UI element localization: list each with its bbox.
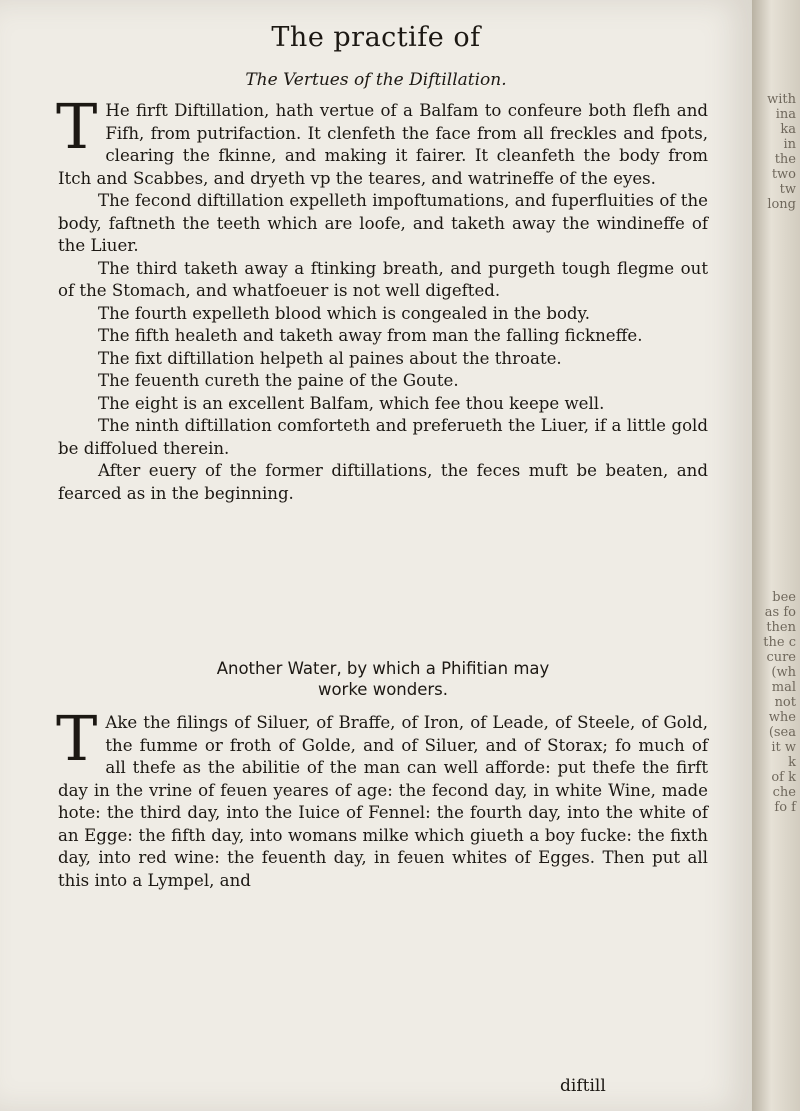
fragment: che	[772, 785, 796, 800]
fragment: fo f	[774, 800, 796, 815]
facing-page-fragments-mid	[762, 590, 796, 815]
catchword: diftill	[560, 1076, 606, 1096]
facing-page-edge	[752, 0, 800, 1111]
paragraph-sixth: The fixt diftillation helpeth al paines about the throate.	[98, 348, 562, 368]
paragraph-fourth: The fourth expelleth blood which is congealed in the body.	[98, 303, 591, 323]
fragment: the c	[763, 635, 796, 650]
first-paragraph	[56, 90, 708, 190]
fragment: mal	[771, 680, 796, 695]
paragraph-ninth: The ninth diftillation comforteth and preferueth the Liuer, if a little gold be diffolued therein.	[58, 416, 708, 458]
fragment: long	[767, 197, 796, 212]
fragment: then	[766, 620, 796, 635]
fragment: of k	[771, 770, 796, 785]
virtues-section	[56, 90, 708, 505]
fragment: in the	[774, 137, 796, 167]
fragment: it w	[771, 740, 796, 755]
fragment: k	[788, 755, 796, 770]
recipe-text: Ake the filings of Siluer, of Braffe, of Iron, of Leade, of Steele, of Gold, the fumme or froth of Golde, and of Siluer, and of Storax; fo much of all thefe as the abilitie of the man can well afforde: put thefe the firft day in the vrine of feuen yeares of age: the fecond day, in white Wine, made hote: the third day, into the Iuice of Fennel: the fourth day, into the white of an Egge: the fifth day, into womans milke which giueth a boy fucke: the fixth day, into red wine: the feuenth day, in feuen whites of Egges. Then put all this into a Lympel, and	[58, 713, 708, 890]
facing-page-fragments-top	[762, 92, 796, 212]
fragment: (sea	[768, 725, 796, 740]
recipe-section	[56, 702, 708, 892]
heading-line-2: worke wonders.	[317, 680, 449, 699]
section-title: The Vertues of the Diftillation.	[245, 70, 507, 90]
fragment: ina ka	[775, 107, 796, 137]
fragment: two tw	[771, 167, 796, 197]
first-paragraph-text: He firft Diftillation, hath vertue of a Balfam to confeure both flefh and Fifh, from putrifaction. It clenfeth the face from all freckles and fpots, clearing the fkinne, and making it fairer. It cleanfeth the body from Itch and Scabbes, and dryeth vp the teares, and watrineffe of the eyes.	[58, 101, 708, 188]
drop-cap: T	[56, 90, 98, 163]
fragment: whe	[768, 710, 796, 725]
paragraph-seventh: The feuenth cureth the paine of the Goute.	[98, 371, 459, 390]
paragraph-second: The fecond diftillation expelleth impoftumations, and fuperfluities of the body, faftneth the teeth which are loofe, and taketh away the windineffe of the Liuer.	[58, 191, 708, 255]
paragraph-fifth: The fifth healeth and taketh away from man the falling fickneffe.	[98, 326, 643, 345]
fragment: (wh	[771, 665, 796, 680]
running-head: The practife of	[271, 22, 481, 53]
fragment: with	[767, 92, 796, 107]
fragment: as fo	[764, 605, 796, 620]
drop-cap-recipe: T	[56, 702, 98, 775]
another-water-heading	[58, 658, 708, 700]
paragraph-feces: After euery of the former diftillations, the feces muft be beaten, and fearced as in the beginning.	[58, 461, 708, 503]
fragment: bee	[772, 590, 796, 605]
fragment: cure	[766, 650, 796, 665]
fragment: not	[774, 695, 796, 710]
paragraph-eighth: The eight is an excellent Balfam, which fee thou keepe well.	[98, 393, 605, 413]
heading-line-1: Another Water, by which a Phifitian may	[216, 659, 550, 678]
recipe-paragraph	[56, 702, 708, 892]
paragraph-third: The third taketh away a ftinking breath, and purgeth tough flegme out of the Stomach, and whatfoeuer is not well digefted.	[58, 258, 708, 300]
